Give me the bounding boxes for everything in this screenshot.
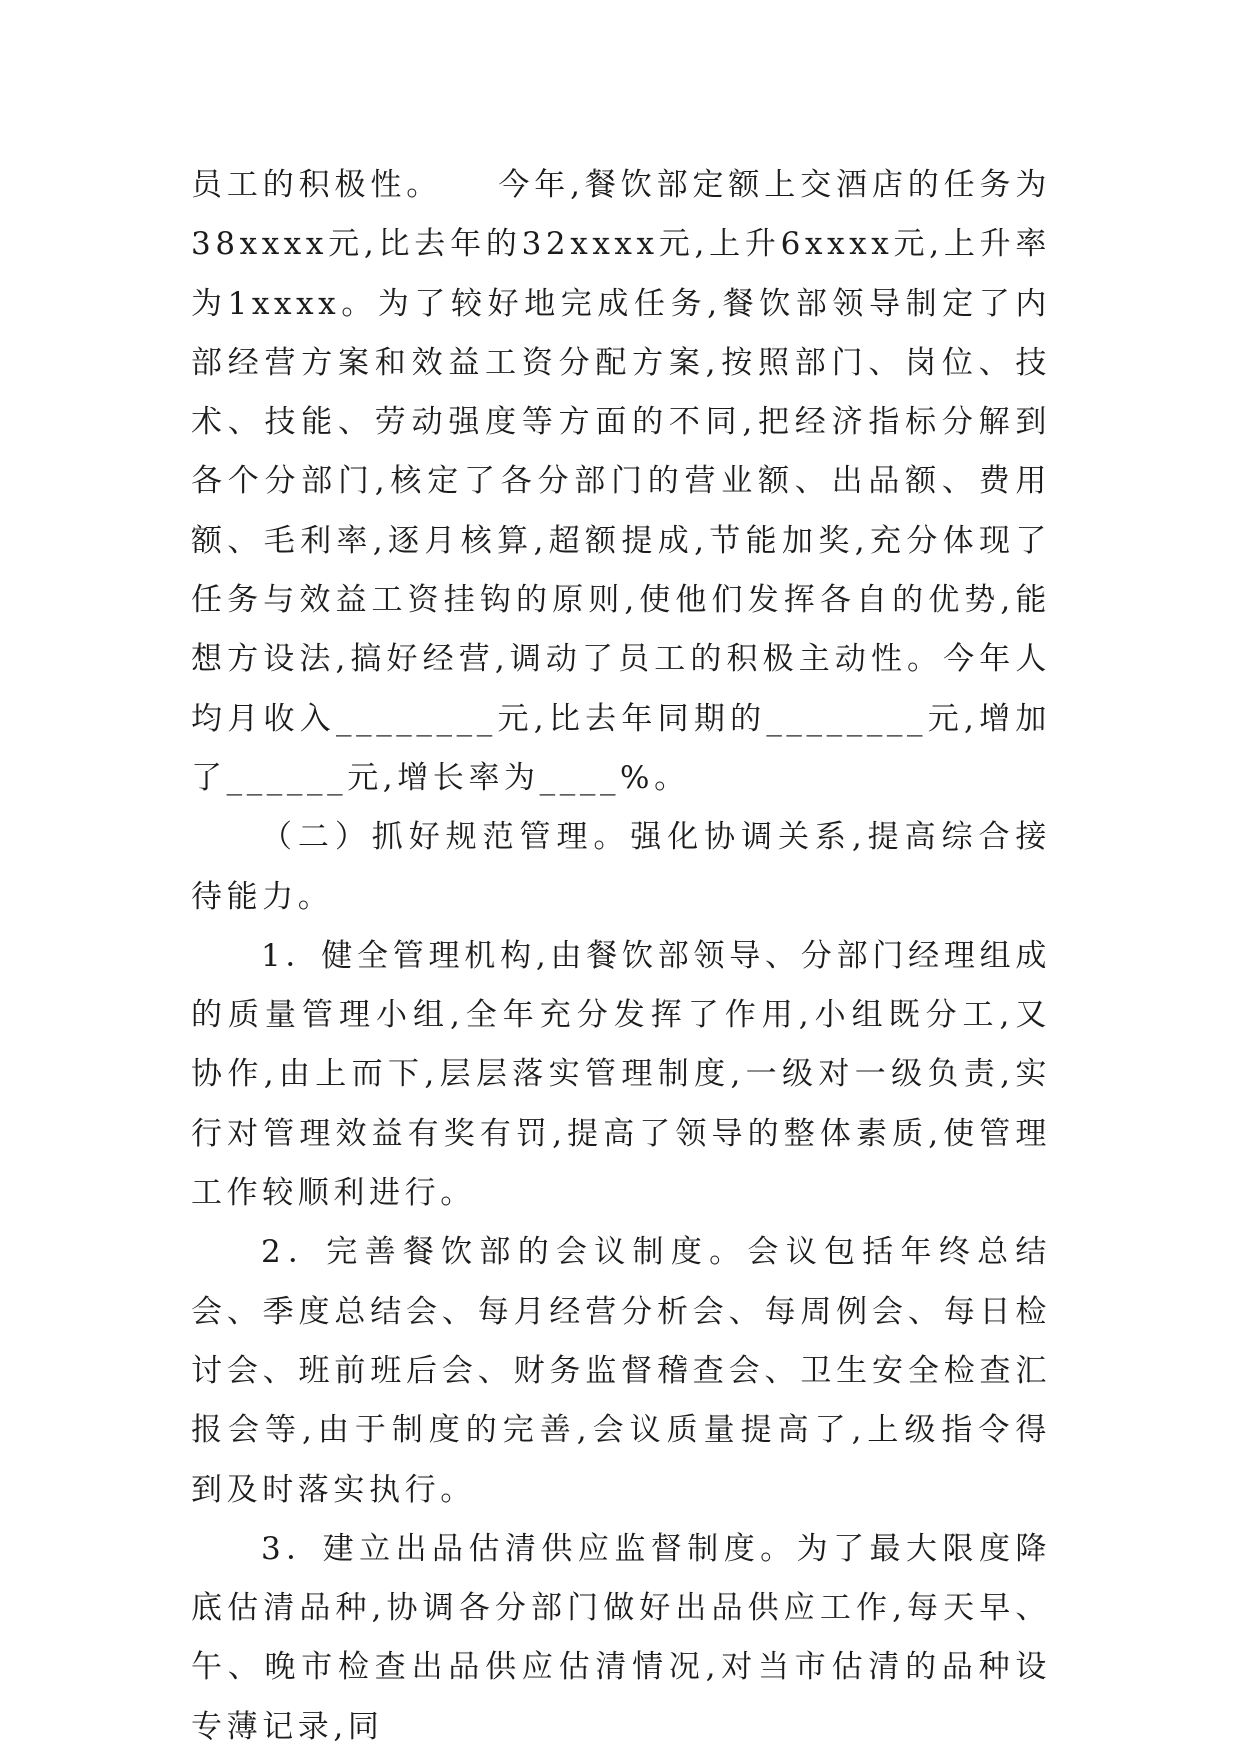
section-heading: （二）抓好规范管理。强化协调关系,提高综合接待能力。 <box>191 819 1051 915</box>
paragraph-item-2: 2．完善餐饮部的会议制度。会议包括年终总结会、季度总结会、每月经营分析会、每周例会、每日检讨会、班前班后会、财务监督稽查会、卫生安全检查汇报会等,由于制度的完善,会议质量提高了,上级指令得到及时落实执行。 <box>191 1234 1051 1508</box>
paragraph-continued: 员工的积极性。 今年,餐饮部定额上交酒店的任务为38xxxx元,比去年的32xxxx元,上升6xxxx元,上升率为1xxxx。为了较好地完成任务,餐饮部领导制定了内部经营方案和效益工资分配方案,按照部门、岗位、技术、技能、劳动强度等方面的不同,把经济指标分解到各个分部门,核定了各分部门的营业额、出品额、费用额、毛利率,逐月核算,超额提成,节能加奖,充分体现了任务与效益工资挂钩的原则,使他们发挥各自的优势,能想方设法,搞好经营,调动了员工的积极主动性。今年人均月收入________元,比去年同期的________元,增加了______元,增长率为____%。 <box>191 167 1051 796</box>
paragraph-item-1: 1．健全管理机构,由餐饮部领导、分部门经理组成的质量管理小组,全年充分发挥了作用,小组既分工,又协作,由上而下,层层落实管理制度,一级对一级负责,实行对管理效益有奖有罚,提高了领导的整体素质,使管理工作较顺利进行。 <box>191 937 1051 1212</box>
paragraph-item-3: 3．建立出品估清供应监督制度。为了最大限度降底估清品种,协调各分部门做好出品供应工作,每天早、午、晚市检查出品供应估清情况,对当市估清的品种设专薄记录,同 <box>191 1530 1051 1745</box>
body-text <box>191 156 1051 1757</box>
